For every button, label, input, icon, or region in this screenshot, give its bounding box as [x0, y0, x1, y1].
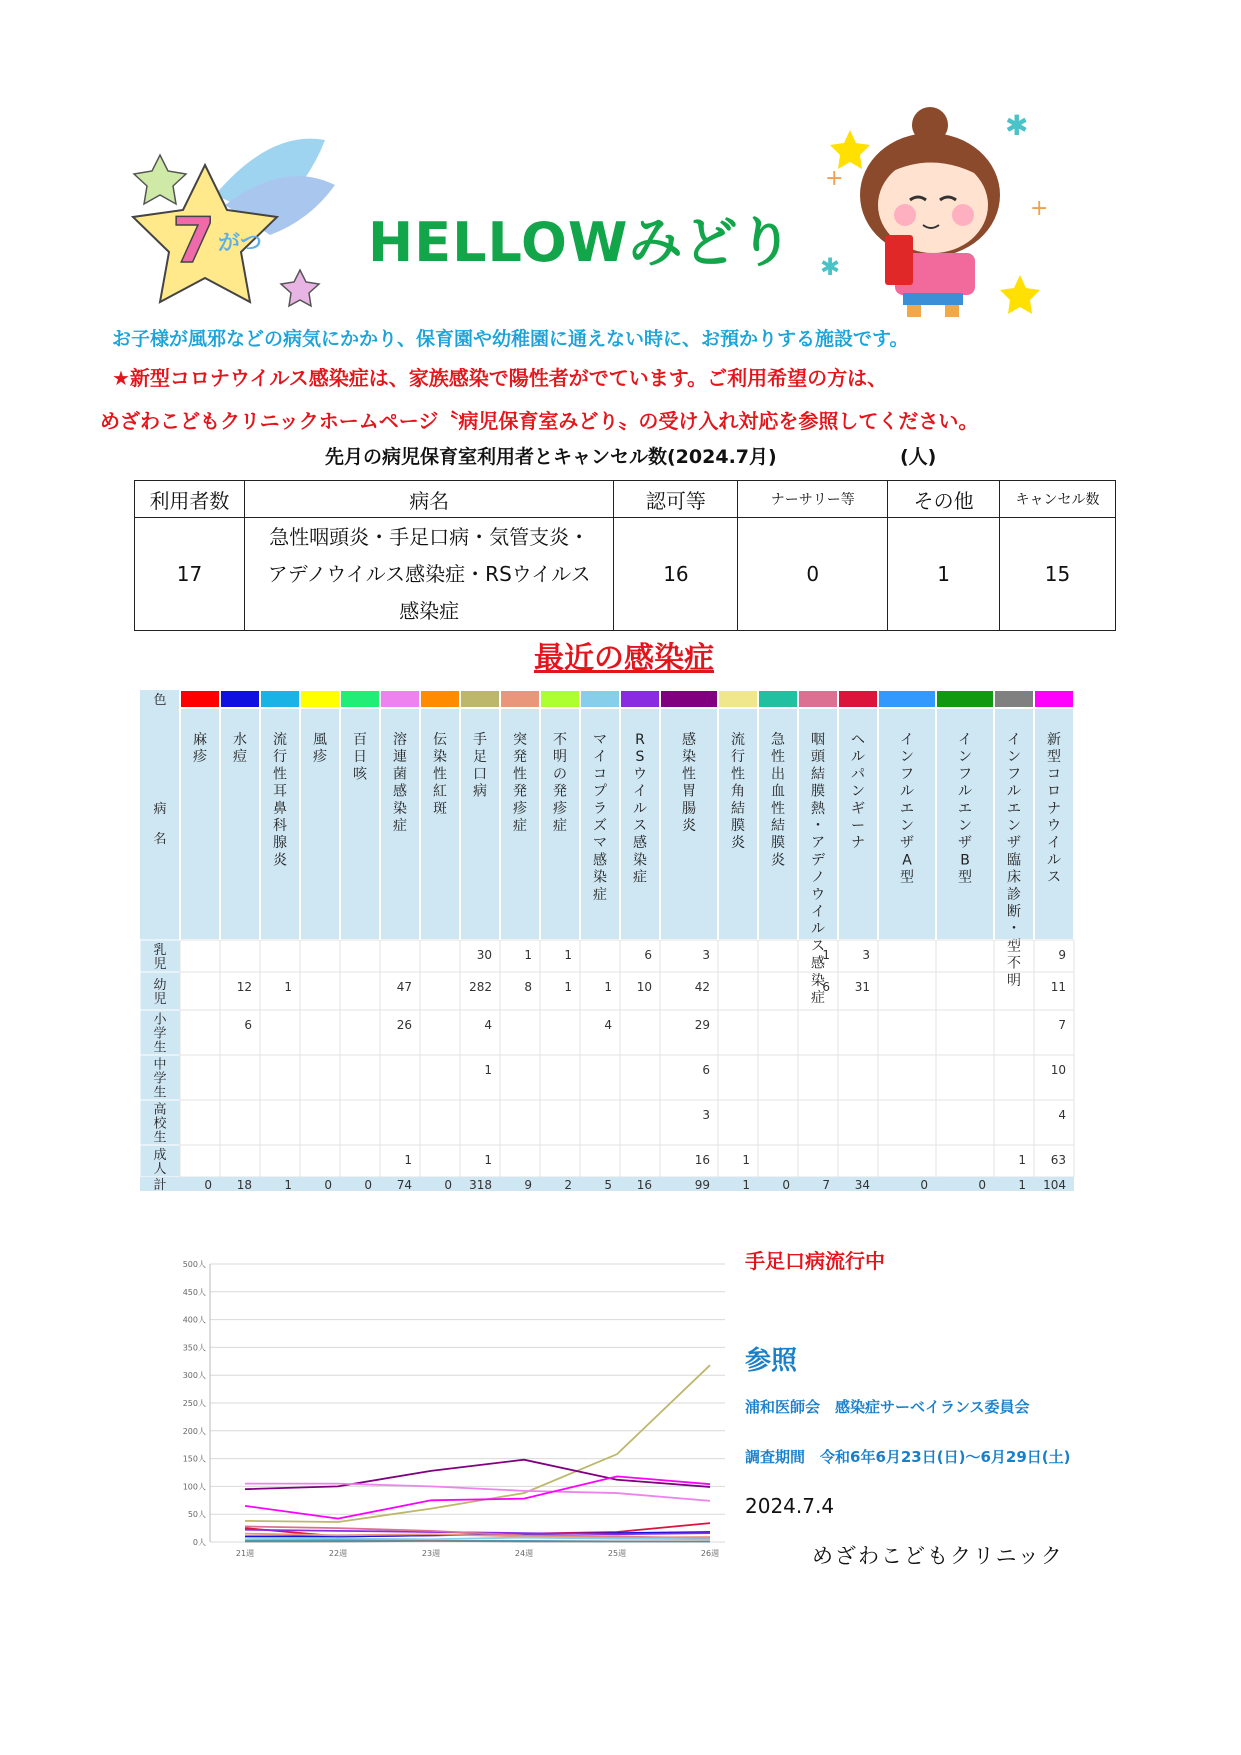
count-value: 31 [854, 980, 870, 994]
x-tick-label: 21週 [235, 1549, 255, 1558]
header-users: 利用者数 [135, 481, 245, 518]
color-swatch [1035, 691, 1073, 707]
cancel-count: 15 [1000, 518, 1116, 631]
color-swatch [541, 691, 579, 707]
color-swatch [461, 691, 499, 707]
total-value: 0 [920, 1178, 928, 1192]
usage-unit: (人) [900, 446, 937, 468]
color-swatch [341, 691, 379, 707]
other-count: 1 [888, 518, 1000, 631]
count-value: 8 [524, 980, 532, 994]
disease-name: 百日咳 [353, 732, 367, 783]
total-value: 0 [364, 1178, 372, 1192]
x-tick-label: 26週 [700, 1549, 720, 1558]
users-count: 17 [135, 518, 245, 631]
count-value: 4 [604, 1018, 612, 1032]
count-value: 1 [822, 948, 830, 962]
color-swatch [501, 691, 539, 707]
count-value: 6 [702, 1063, 710, 1077]
nursery-count: 0 [738, 518, 888, 631]
count-value: 63 [1050, 1153, 1066, 1167]
color-swatch [719, 691, 757, 707]
x-tick-label: 24週 [514, 1549, 534, 1558]
girl-illustration [815, 105, 1065, 320]
series-line [245, 1460, 710, 1489]
svg-text:+: + [1030, 196, 1049, 221]
x-tick-label: 25週 [607, 1549, 627, 1558]
ninka-count: 16 [614, 518, 738, 631]
color-swatch [799, 691, 837, 707]
y-tick-label: 500人 [182, 1260, 206, 1269]
disease-name: 水痘 [233, 732, 247, 766]
row-label: 乳児 [153, 943, 167, 972]
disease-name: 伝染性紅斑 [433, 732, 447, 817]
count-value: 1 [604, 980, 612, 994]
total-value: 1 [284, 1178, 292, 1192]
disease-name: 流行性角結膜炎 [731, 732, 745, 852]
disease-name: インフルエンザ B 型 [958, 732, 972, 886]
infections-title: 最近の感染症 [534, 641, 714, 676]
intro-line-1: お子様が風邪などの病気にかかり、保育園や幼稚園に通えない時に、お預かりする施設です。 [112, 328, 909, 350]
total-value: 0 [444, 1178, 452, 1192]
disease-name: 急性出血性結膜炎 [771, 732, 785, 869]
count-value: 1 [484, 1153, 492, 1167]
count-value: 42 [694, 980, 710, 994]
color-swatch [759, 691, 797, 707]
count-value: 30 [476, 948, 492, 962]
header-nursery: ナーサリー等 [738, 481, 888, 518]
row-label: 中学生 [153, 1057, 167, 1101]
disease-name: マイコプラズマ感染症 [593, 732, 607, 903]
count-value: 7 [1058, 1018, 1066, 1032]
y-tick-label: 450人 [182, 1287, 206, 1297]
trend-chart [160, 1248, 730, 1578]
y-tick-label: 50人 [187, 1510, 206, 1520]
count-value: 3 [702, 948, 710, 962]
color-swatch [581, 691, 619, 707]
count-value: 4 [484, 1018, 492, 1032]
count-value: 11 [1050, 980, 1066, 994]
svg-text:✱: ✱ [1005, 109, 1029, 142]
count-value: 6 [822, 980, 830, 994]
count-value: 1 [484, 1063, 492, 1077]
disease-name: 咽頭結膜熱・アデノウイルス感染症 [811, 732, 825, 1006]
total-value: 99 [694, 1178, 710, 1192]
color-swatch [995, 691, 1033, 707]
disease-line: 急性咽頭炎・手足口病・気管支炎・ [269, 524, 590, 549]
svg-text:✱: ✱ [820, 253, 841, 281]
total-label: 計 [153, 1178, 167, 1193]
disease-name: 溶連菌感染症 [393, 732, 407, 834]
color-swatch [381, 691, 419, 707]
disease-name: 手足口病 [473, 732, 487, 800]
color-swatch [221, 691, 259, 707]
count-value: 1 [284, 980, 292, 994]
disease-name: 風疹 [313, 732, 327, 766]
disease-name: 流行性耳鼻科腺炎 [273, 732, 287, 869]
disease-name: 麻疹 [193, 732, 207, 766]
disease-name: 突発性発疹症 [513, 732, 527, 834]
x-tick-label: 22週 [328, 1549, 348, 1558]
disease-line: アデノウイルス感染症・RSウイルス [267, 561, 591, 586]
intro-line-2: ★新型コロナウイルス感染症は、家族感染で陽性者がでています。ご利用希望の方は、 [112, 366, 888, 390]
color-swatch [261, 691, 299, 707]
count-value: 1 [404, 1153, 412, 1167]
color-swatch [181, 691, 219, 707]
total-value: 1 [1018, 1178, 1026, 1192]
usage-caption: 先月の病児保育室利用者とキャンセル数(2024.7月) [325, 446, 777, 468]
total-value: 0 [978, 1178, 986, 1192]
color-swatch [937, 691, 993, 707]
total-value: 18 [236, 1178, 252, 1192]
header-other: その他 [888, 481, 1000, 518]
color-swatch [661, 691, 717, 707]
reference-heading: 参照 [745, 1346, 798, 1376]
count-value: 26 [396, 1018, 412, 1032]
count-value: 47 [396, 980, 412, 994]
total-value: 7 [822, 1178, 830, 1192]
disease-name: 感染性胃腸炎 [682, 732, 696, 834]
reference-organization: 浦和医師会 感染症サーベイランス委員会 [745, 1398, 1030, 1416]
hfm-alert: 手足口病流行中 [745, 1249, 885, 1273]
total-value: 5 [604, 1178, 612, 1192]
total-value: 0 [782, 1178, 790, 1192]
series-line [245, 1541, 710, 1542]
row-label: 幼児 [153, 978, 167, 1007]
count-value: 10 [1050, 1063, 1066, 1077]
total-value: 104 [1043, 1178, 1066, 1192]
series-line [245, 1365, 710, 1522]
total-value: 74 [396, 1178, 412, 1192]
color-swatch [879, 691, 935, 707]
page-title: HELLOWみどり [368, 211, 794, 274]
y-tick-label: 200人 [182, 1426, 206, 1436]
total-value: 9 [524, 1178, 532, 1192]
count-value: 4 [1058, 1108, 1066, 1122]
color-swatch [421, 691, 459, 707]
total-value: 0 [324, 1178, 332, 1192]
y-tick-label: 300人 [182, 1371, 206, 1381]
y-tick-label: 350人 [182, 1343, 206, 1353]
count-value: 1 [524, 948, 532, 962]
y-tick-label: 150人 [182, 1454, 206, 1464]
total-value: 16 [636, 1178, 652, 1192]
count-value: 9 [1058, 948, 1066, 962]
intro-line-3: めざわこどもクリニックホームページ〝病児保育室みどり〟の受け入れ対応を参照してください。 [100, 409, 979, 433]
color-swatch [301, 691, 339, 707]
clinic-name: めざわこどもクリニック [812, 1544, 1064, 1568]
header-disease: 病名 [244, 481, 614, 518]
disease-name: インフルエンザ A 型 [900, 732, 914, 886]
count-value: 282 [469, 980, 492, 994]
count-value: 1 [564, 980, 572, 994]
disease-line: 感染症 [399, 598, 460, 623]
count-value: 16 [694, 1153, 710, 1167]
count-value: 1 [742, 1153, 750, 1167]
header-cancel: キャンセル数 [1000, 481, 1116, 518]
row-label: 小学生 [153, 1012, 167, 1056]
disease-name: インフルエンザ臨床診断・型不明 [1007, 732, 1021, 989]
survey-period: 調査期間 令和6年6月23日(日)～6月29日(土) [745, 1448, 1071, 1466]
star-month-illustration [120, 110, 350, 310]
count-value: 6 [644, 948, 652, 962]
count-value: 29 [694, 1018, 710, 1032]
count-value: 1 [1018, 1153, 1026, 1167]
row-label: 成人 [153, 1148, 167, 1177]
total-value: 318 [469, 1178, 492, 1192]
count-value: 10 [636, 980, 652, 994]
y-tick-label: 0人 [192, 1538, 206, 1547]
disease-label: 病名 [153, 802, 167, 847]
count-value: 3 [862, 948, 870, 962]
row-label: 高校生 [153, 1102, 167, 1146]
disease-name: R S ウイルス感染症 [633, 732, 647, 886]
color-label: 色 [153, 693, 167, 708]
total-value: 0 [204, 1178, 212, 1192]
y-tick-label: 400人 [182, 1315, 206, 1325]
count-value: 1 [564, 948, 572, 962]
disease-name: ヘルパンギーナ [851, 732, 865, 852]
month-suffix: がつ [218, 231, 263, 256]
y-tick-label: 100人 [182, 1482, 206, 1492]
disease-name: 不明の発疹症 [553, 732, 567, 834]
usage-table [134, 480, 1116, 631]
count-value: 6 [244, 1018, 252, 1032]
total-value: 1 [742, 1178, 750, 1192]
count-value: 12 [236, 980, 252, 994]
infections-table [140, 690, 1092, 1193]
disease-names [244, 518, 614, 631]
y-tick-label: 250人 [182, 1399, 206, 1408]
disease-name: 新型コロナウイルス [1047, 732, 1061, 886]
count-value: 3 [702, 1108, 710, 1122]
svg-text:+: + [825, 166, 844, 191]
issue-date: 2024.7.4 [745, 1494, 835, 1518]
total-value: 2 [564, 1178, 572, 1192]
total-value: 34 [854, 1178, 870, 1192]
month-number: 7 [172, 204, 216, 277]
header-ninka: 認可等 [614, 481, 738, 518]
x-tick-label: 23週 [421, 1549, 441, 1558]
color-swatch [621, 691, 659, 707]
color-swatch [839, 691, 877, 707]
